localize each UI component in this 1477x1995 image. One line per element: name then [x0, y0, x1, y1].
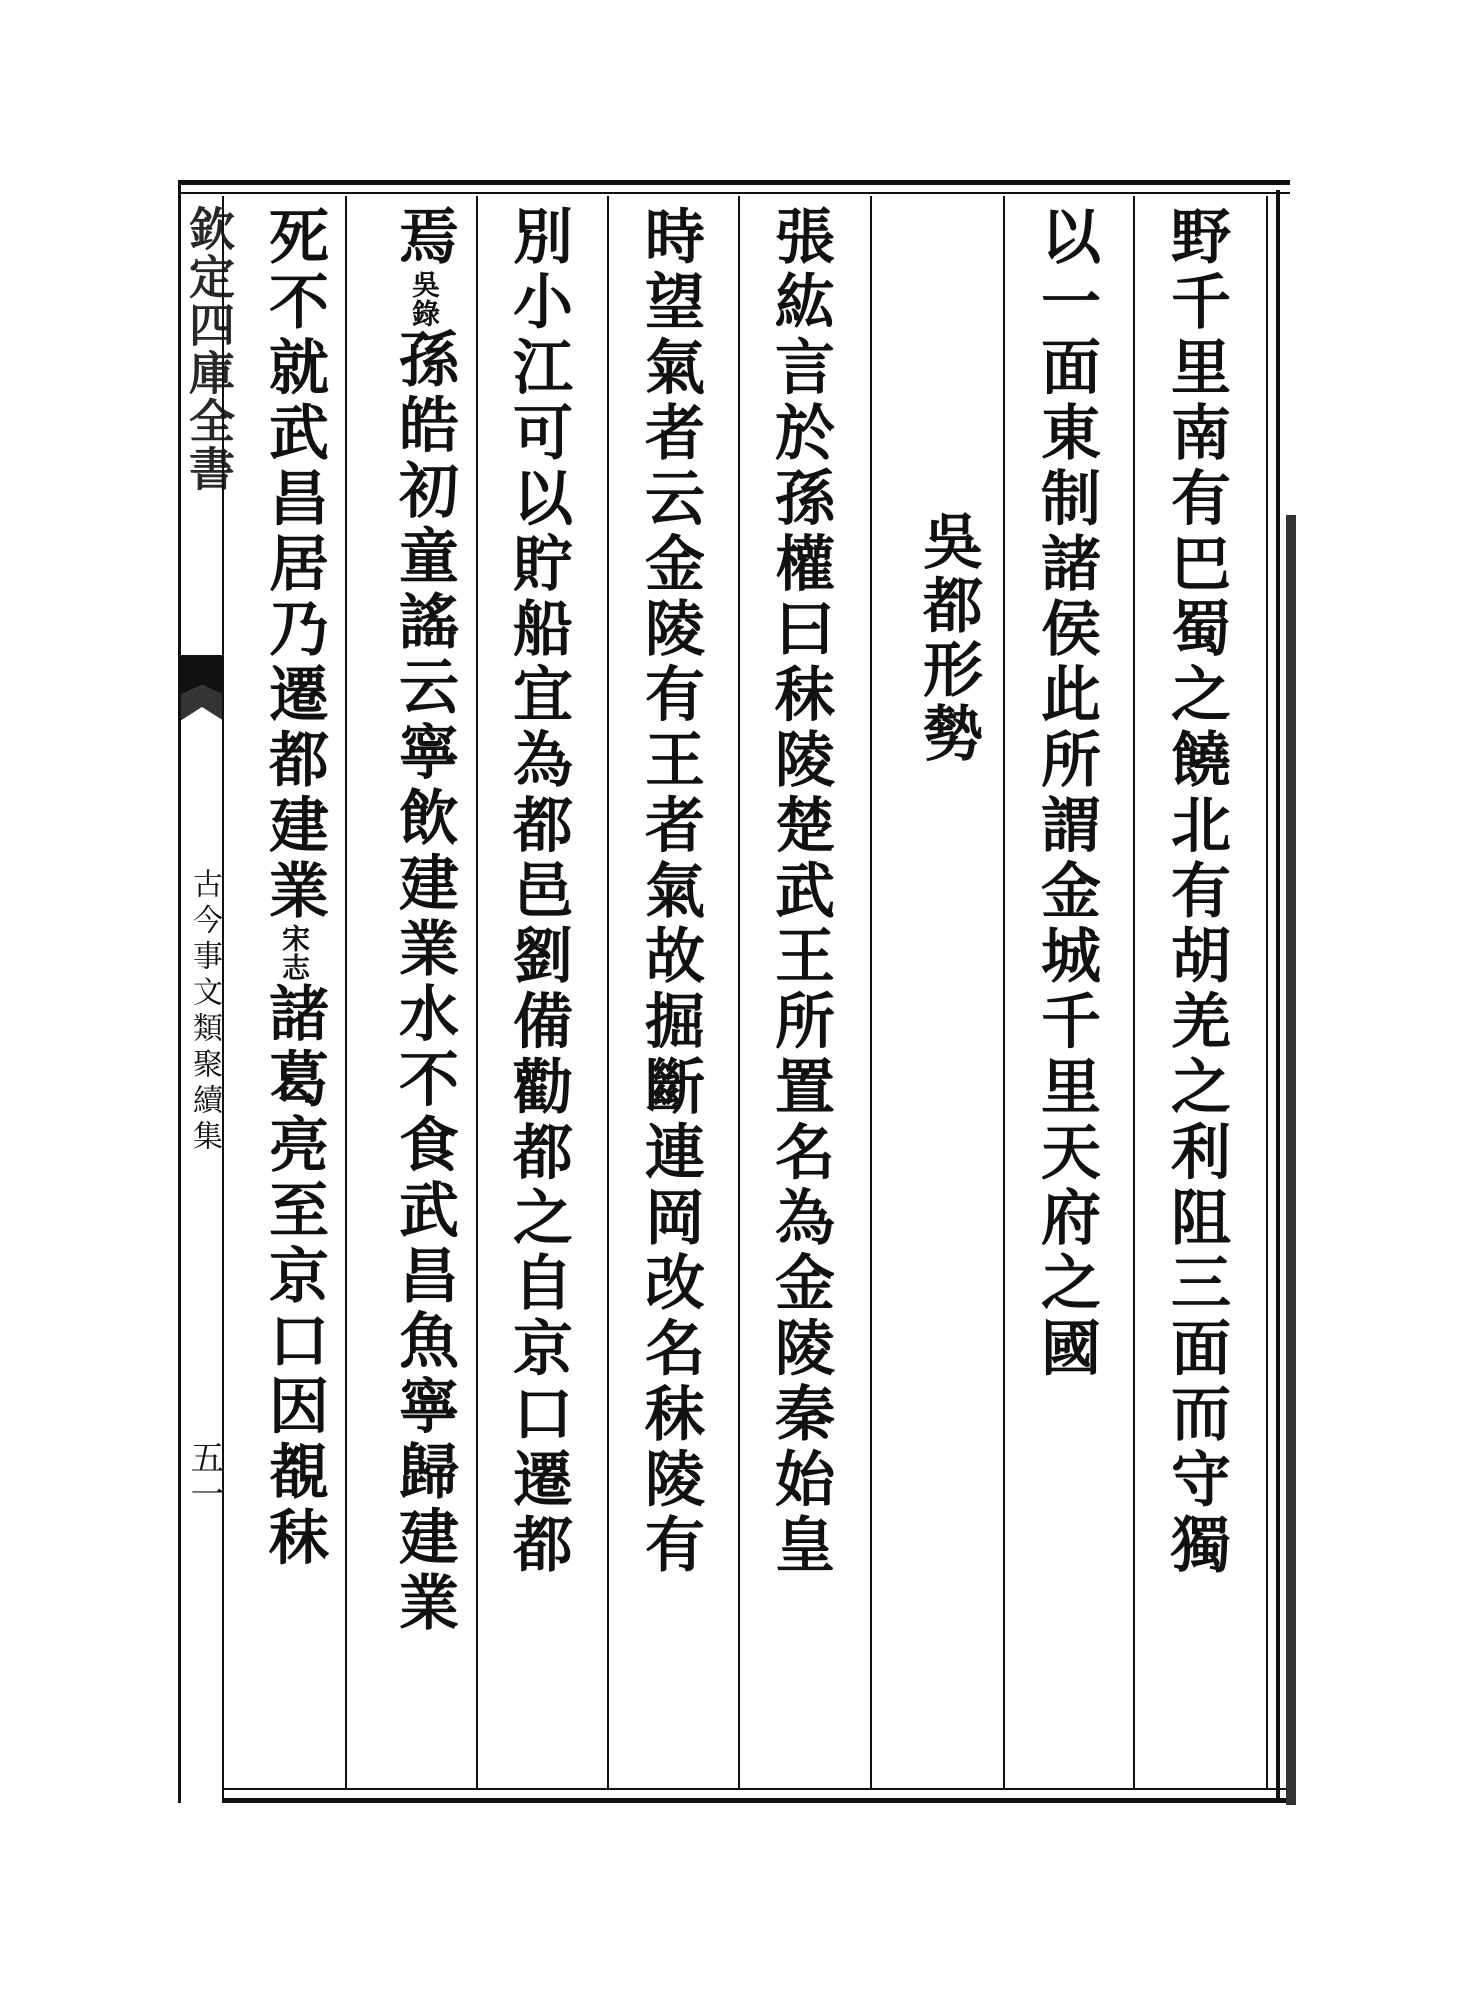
column-text: 野千里南有巴蜀之饒北有胡羌之利阻三面而守獨	[1161, 205, 1231, 1579]
column-text: 張紘言於孫權曰秣陵楚武王所置名為金陵秦始皇	[765, 205, 835, 1579]
column-text: 死不就武昌居乃遷都建業	[259, 205, 329, 925]
text-column	[503, 205, 573, 1579]
text-column	[765, 205, 835, 1579]
column-text: 焉	[389, 205, 459, 271]
column-divider	[1003, 196, 1005, 1788]
bottom-border	[222, 1798, 1290, 1803]
column-text: 時望氣者云金陵有王者氣故掘斷連岡改名秣陵有	[635, 205, 705, 1579]
bottom-border-thin	[222, 1788, 1290, 1790]
column-divider	[476, 196, 478, 1788]
text-column	[635, 205, 705, 1579]
right-border-inner	[1266, 196, 1268, 1790]
fish-tail-ornament	[180, 655, 224, 721]
inline-note: 吳錄	[408, 270, 441, 329]
column-divider	[738, 196, 740, 1788]
top-border	[178, 180, 1290, 185]
column-divider	[870, 196, 872, 1788]
text-column	[378, 205, 459, 1637]
column-text: 孫皓初童謠云寧飲建業水不食武昌魚寧歸建業	[389, 328, 459, 1637]
text-column	[248, 205, 329, 1572]
right-border	[1276, 190, 1280, 1802]
column-divider	[1133, 196, 1135, 1788]
text-column	[1161, 205, 1231, 1579]
right-page-edge	[1286, 515, 1296, 1805]
column-divider	[607, 196, 609, 1788]
section-heading: 吳都形勢	[913, 510, 983, 766]
inline-note: 宋志	[278, 924, 311, 983]
column-text: 諸葛亮至京口因覩秣	[259, 982, 329, 1572]
column-text: 別小江可以貯船宜為都邑劉備勸都之自京口遷都	[503, 205, 573, 1579]
column-text: 以一面東制諸侯此所謂金城千里天府之國	[1031, 205, 1101, 1383]
book-title: 古今事文類聚續集	[187, 868, 222, 1156]
collection-title: 欽定四庫全書	[182, 205, 236, 493]
text-column	[1031, 205, 1101, 1383]
page-number: 五一	[184, 1440, 224, 1512]
column-divider	[345, 196, 347, 1788]
top-border-thin	[178, 192, 1290, 194]
